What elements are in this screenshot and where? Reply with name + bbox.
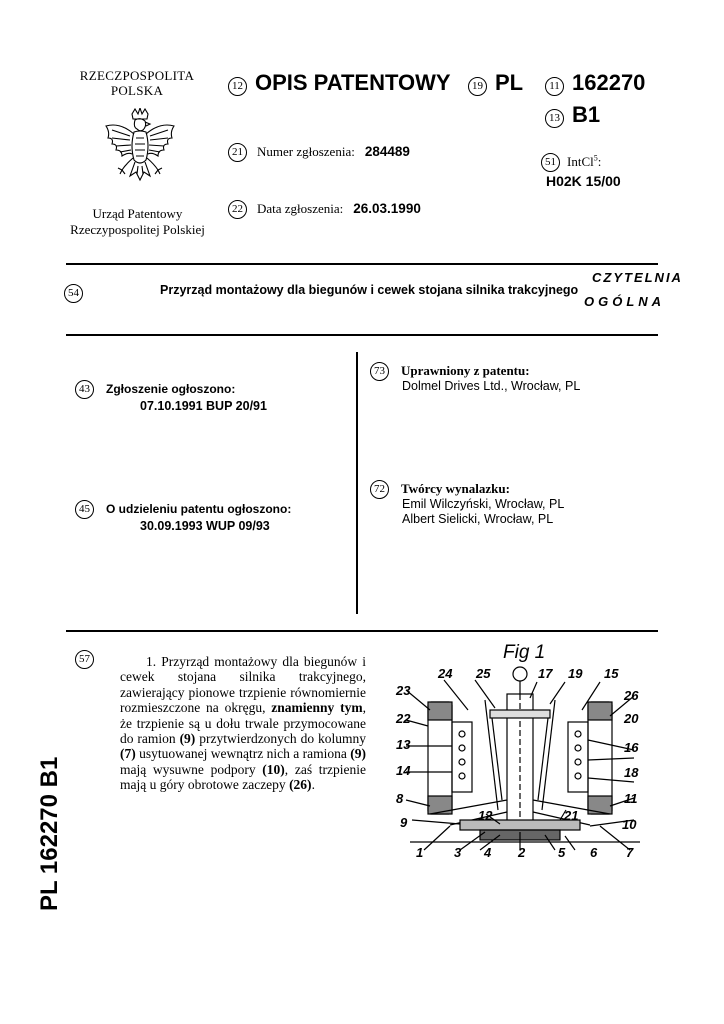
inid-code: 12 bbox=[228, 77, 247, 96]
fig-label: 21 bbox=[564, 808, 579, 823]
doc-type-row bbox=[228, 70, 451, 96]
fig-label: 19 bbox=[568, 666, 583, 681]
fig-label: 5 bbox=[558, 845, 566, 860]
fig-label: 3 bbox=[454, 845, 462, 860]
fig-label: 15 bbox=[604, 666, 619, 681]
ipc-row bbox=[541, 153, 601, 172]
owner-value: Dolmel Drives Ltd., Wrocław, PL bbox=[402, 379, 581, 393]
invention-title: Przyrząd montażowy dla biegunów i cewek stojana silnika trakcyjnego bbox=[160, 283, 579, 297]
abstract-code bbox=[75, 650, 94, 669]
application-number-row bbox=[228, 143, 410, 162]
inventor-2: Albert Sielicki, Wrocław, PL bbox=[402, 512, 554, 526]
owner-label: Uprawniony z patentu: bbox=[401, 363, 530, 379]
fig-label: 13 bbox=[396, 737, 411, 752]
inid-code: 51 bbox=[541, 153, 560, 172]
fig-label: 6 bbox=[590, 845, 598, 860]
inid-code: 54 bbox=[64, 284, 83, 303]
patent-number-row bbox=[545, 70, 645, 96]
fig-label: 4 bbox=[484, 845, 492, 860]
kind-code: B1 bbox=[572, 102, 601, 127]
fig-label: 20 bbox=[624, 711, 639, 726]
fig-label: 18 bbox=[624, 765, 639, 780]
ipc-value: H02K 15/00 bbox=[546, 173, 621, 189]
fig-label: 16 bbox=[624, 740, 639, 755]
office-line1: Urząd Patentowy bbox=[92, 206, 183, 221]
inid-code: 72 bbox=[370, 480, 389, 499]
fig-label: 14 bbox=[396, 763, 411, 778]
inid-code: 45 bbox=[75, 500, 94, 519]
abstract-claim: 1. Przyrząd montażowy dla biegunów i cewek stojana silnika trakcyjnego, zawierający pionowe trzpienie równomiernie rozmieszczone na okręgu, znamienny tym, że trzpienie są u dołu trwale przymocowane do ramion (9) przytwierdzonych do kolumny (7) usytuowanej wewnątrz nich a ramiona (9) mają wysuwne podpory (10), zaś trzpienie mają u góry obrotowe zaczepy (26). bbox=[120, 654, 366, 793]
country-line2: POLSKA bbox=[110, 83, 164, 98]
inid-code: 13 bbox=[545, 109, 564, 128]
fig-label: 23 bbox=[396, 683, 411, 698]
fig-label: 25 bbox=[476, 666, 491, 681]
fig-label: 24 bbox=[438, 666, 453, 681]
divider bbox=[66, 263, 658, 265]
fig-label: 12 bbox=[478, 808, 493, 823]
side-identifier: PL 162270 B1 bbox=[36, 756, 63, 911]
grant-label: O udzieleniu patentu ogłoszono: bbox=[106, 502, 292, 517]
column-divider bbox=[356, 352, 358, 614]
inventor-1: Emil Wilczyński, Wrocław, PL bbox=[402, 497, 565, 511]
publication-row bbox=[75, 380, 235, 399]
office-line2: Rzeczypospolitej Polskiej bbox=[70, 222, 205, 237]
divider bbox=[66, 334, 658, 336]
inventors-label: Twórcy wynalazku: bbox=[401, 481, 510, 497]
grant-row bbox=[75, 500, 291, 519]
fig-label: 17 bbox=[538, 666, 553, 681]
inid-code: 22 bbox=[228, 200, 247, 219]
inid-code: 43 bbox=[75, 380, 94, 399]
fig-label: 2 bbox=[518, 845, 526, 860]
figure-drawing bbox=[390, 660, 660, 865]
inid-code: 19 bbox=[468, 77, 487, 96]
inid-code: 21 bbox=[228, 143, 247, 162]
fig-label: 10 bbox=[622, 817, 637, 832]
figure-title: Fig 1 bbox=[503, 642, 546, 663]
title-code bbox=[64, 284, 83, 303]
eagle-emblem-icon bbox=[100, 108, 180, 196]
fig-label: 11 bbox=[624, 791, 638, 806]
kind-code-row bbox=[545, 102, 600, 128]
publication-label: Zgłoszenie ogłoszono: bbox=[106, 382, 236, 397]
application-number-label: Numer zgłoszenia: bbox=[257, 144, 355, 160]
fig-label: 1 bbox=[416, 845, 424, 860]
ipc-label: IntCl$^5$: bbox=[567, 153, 602, 170]
fig-label: 9 bbox=[400, 815, 408, 830]
library-stamp-line2: OGÓLNA bbox=[584, 294, 666, 309]
application-date: 26.03.1990 bbox=[353, 201, 421, 217]
country-code: PL bbox=[495, 70, 524, 95]
country-line1: RZECZPOSPOLITA bbox=[79, 68, 195, 83]
country-code-row bbox=[468, 70, 523, 96]
application-date-label: Data zgłoszenia: bbox=[257, 201, 344, 217]
inid-code: 11 bbox=[545, 77, 564, 96]
library-stamp-line1: CZYTELNIA bbox=[592, 270, 683, 285]
country-name bbox=[62, 68, 212, 98]
doc-type: OPIS PATENTOWY bbox=[255, 70, 451, 95]
fig-label: 7 bbox=[626, 845, 634, 860]
fig-label: 26 bbox=[624, 688, 639, 703]
fig-label: 8 bbox=[396, 791, 404, 806]
inid-code: 73 bbox=[370, 362, 389, 381]
application-number: 284489 bbox=[364, 144, 410, 160]
patent-number: 162270 bbox=[572, 70, 646, 95]
inid-code: 57 bbox=[75, 650, 94, 669]
grant-value: 30.09.1993 WUP 09/93 bbox=[140, 519, 270, 533]
publication-value: 07.10.1991 BUP 20/91 bbox=[140, 399, 267, 413]
fig-label: 22 bbox=[396, 711, 411, 726]
divider bbox=[66, 630, 658, 632]
application-date-row bbox=[228, 200, 421, 219]
patent-office bbox=[55, 206, 220, 238]
